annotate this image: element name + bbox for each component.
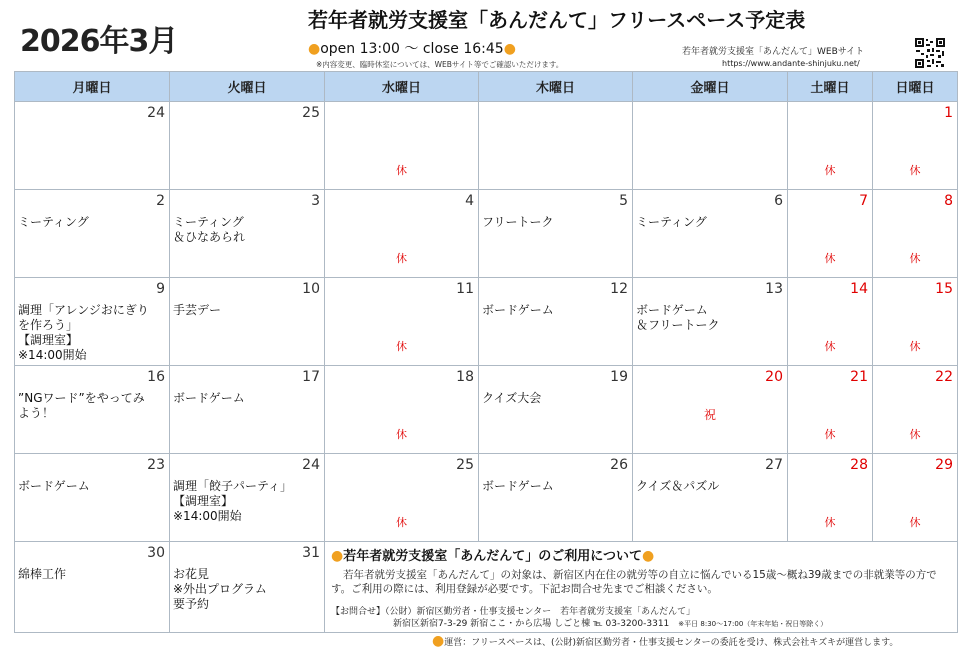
week-row bbox=[15, 190, 958, 278]
day-cell bbox=[479, 366, 633, 454]
day-number: 2 bbox=[156, 193, 165, 209]
day-number: 30 bbox=[147, 545, 165, 561]
day-number: 7 bbox=[859, 193, 868, 209]
day-number: 5 bbox=[619, 193, 628, 209]
day-cell bbox=[15, 190, 170, 278]
day-events: ミーティング bbox=[18, 215, 89, 229]
day-number: 27 bbox=[765, 457, 783, 473]
day-cell bbox=[15, 454, 170, 542]
day-cell bbox=[479, 190, 633, 278]
day-events: ボードゲーム bbox=[482, 303, 554, 317]
day-cell bbox=[788, 190, 873, 278]
day-cell bbox=[170, 102, 325, 190]
day-number: 26 bbox=[610, 457, 628, 473]
day-cell bbox=[325, 102, 479, 190]
info-title bbox=[331, 545, 951, 564]
day-number: 25 bbox=[302, 105, 320, 121]
holiday-mark: 祝 bbox=[703, 408, 716, 422]
day-number: 10 bbox=[302, 281, 320, 297]
calendar-grid bbox=[14, 71, 958, 633]
day-number: 14 bbox=[850, 281, 868, 297]
day-number: 25 bbox=[456, 457, 474, 473]
closed-mark: 休 bbox=[909, 340, 921, 353]
day-events: ボードゲーム ＆フリートーク bbox=[636, 303, 720, 332]
day-number: 24 bbox=[147, 105, 165, 121]
week-row bbox=[15, 102, 958, 190]
info-title-text: 若年者就労支援室「あんだんて」のご利用について bbox=[343, 549, 642, 564]
main-title: 若年者就労支援室「あんだんて」フリースペース予定表 bbox=[308, 8, 806, 32]
week-row bbox=[15, 366, 958, 454]
week-row bbox=[15, 542, 958, 633]
bullet-dot-icon: ● bbox=[331, 548, 344, 564]
month-title: 2026年3月 bbox=[20, 24, 178, 59]
day-cell bbox=[479, 454, 633, 542]
weekday-monday: 月曜日 bbox=[15, 72, 170, 102]
day-events: ミーティング ＆ひなあられ bbox=[173, 215, 246, 244]
day-cell bbox=[633, 366, 788, 454]
bullet-dot-icon: ● bbox=[503, 41, 516, 57]
day-cell bbox=[633, 278, 788, 366]
day-number: 11 bbox=[456, 281, 474, 297]
day-number: 9 bbox=[156, 281, 165, 297]
day-events: 綿棒工作 bbox=[18, 567, 67, 581]
closed-mark: 休 bbox=[824, 164, 836, 177]
weekday-saturday: 土曜日 bbox=[788, 72, 873, 102]
contact-line-2-wrap bbox=[331, 618, 951, 630]
day-number: 1 bbox=[944, 105, 953, 121]
closed-mark: 休 bbox=[909, 252, 921, 265]
day-cell bbox=[788, 278, 873, 366]
notice-text: ※内容変更、臨時休室については、WEBサイト等でご確認いただけます。 bbox=[316, 60, 564, 69]
day-cell bbox=[15, 542, 170, 633]
weekday-header-row bbox=[15, 72, 958, 102]
weekday-friday: 金曜日 bbox=[633, 72, 788, 102]
day-cell bbox=[788, 454, 873, 542]
day-cell bbox=[170, 278, 325, 366]
day-cell bbox=[479, 102, 633, 190]
day-number: 24 bbox=[302, 457, 320, 473]
contact-line-1: 【お問合せ】（公財）新宿区勤労者・仕事支援センター 若年者就労支援室「あんだんて」 bbox=[331, 607, 696, 617]
day-events: ボードゲーム bbox=[482, 479, 554, 493]
day-cell bbox=[325, 278, 479, 366]
closed-mark: 休 bbox=[396, 428, 407, 441]
day-events: 調理「アレンジおにぎり を作ろう」 【調理室】 ※14:00開始 bbox=[18, 303, 149, 362]
day-number: 17 bbox=[302, 369, 320, 385]
footer-note bbox=[432, 633, 898, 649]
day-cell bbox=[873, 454, 958, 542]
day-number: 18 bbox=[456, 369, 474, 385]
day-events: 手芸デー bbox=[173, 303, 222, 317]
day-cell bbox=[170, 542, 325, 633]
day-number: 20 bbox=[765, 369, 783, 385]
day-cell bbox=[15, 278, 170, 366]
opening-hours bbox=[308, 38, 516, 58]
info-body: 若年者就労支援室「あんだんて」の対象は、新宿区内在住の就労等の自立に悩んでいる15歳〜概ね39歳までの非就業等の方です。ご利用の際には、利用登録が必要です。下記お問合せ先までご相談ください。 bbox=[331, 569, 937, 595]
closed-mark: 休 bbox=[909, 428, 921, 441]
closed-mark: 休 bbox=[909, 516, 921, 529]
qr-code-icon[interactable] bbox=[914, 37, 946, 69]
day-number: 19 bbox=[610, 369, 628, 385]
day-number: 6 bbox=[774, 193, 783, 209]
website-url[interactable]: https://www.andante-shinjuku.net/ bbox=[722, 59, 860, 68]
closed-mark: 休 bbox=[909, 164, 921, 177]
day-number: 12 bbox=[610, 281, 628, 297]
usage-info-panel bbox=[325, 542, 958, 633]
closed-mark: 休 bbox=[824, 516, 836, 529]
day-number: 21 bbox=[850, 369, 868, 385]
day-number: 31 bbox=[302, 545, 320, 561]
day-events: ミーティング bbox=[636, 215, 707, 229]
weekday-thursday: 木曜日 bbox=[479, 72, 633, 102]
closed-mark: 休 bbox=[396, 164, 407, 177]
contact-note: ※平日 8:30〜17:00（年末年始・祝日等除く） bbox=[678, 620, 828, 628]
weekday-wednesday: 水曜日 bbox=[325, 72, 479, 102]
week-row bbox=[15, 278, 958, 366]
day-cell bbox=[788, 102, 873, 190]
day-number: 16 bbox=[147, 369, 165, 385]
closed-mark: 休 bbox=[396, 252, 407, 265]
week-row bbox=[15, 454, 958, 542]
day-cell bbox=[15, 102, 170, 190]
weekday-tuesday: 火曜日 bbox=[170, 72, 325, 102]
day-cell bbox=[873, 278, 958, 366]
day-number: 4 bbox=[465, 193, 474, 209]
day-number: 23 bbox=[147, 457, 165, 473]
day-cell bbox=[325, 190, 479, 278]
closed-mark: 休 bbox=[396, 340, 407, 353]
day-number: 3 bbox=[311, 193, 320, 209]
day-events: フリートーク bbox=[482, 215, 554, 229]
day-cell bbox=[170, 190, 325, 278]
day-cell bbox=[873, 190, 958, 278]
day-events: お花見 ※外出プログラム 要予約 bbox=[173, 567, 267, 611]
day-cell bbox=[325, 454, 479, 542]
day-number: 15 bbox=[935, 281, 953, 297]
day-cell bbox=[170, 454, 325, 542]
day-cell bbox=[15, 366, 170, 454]
day-cell bbox=[873, 366, 958, 454]
contact-line-2: 新宿区新宿7-3-29 新宿ここ・から広場 しごと棟 ℡ 03-3200-3311 bbox=[393, 619, 670, 629]
info-contact bbox=[331, 606, 951, 630]
weekday-sunday: 日曜日 bbox=[873, 72, 958, 102]
day-number: 13 bbox=[765, 281, 783, 297]
bullet-dot-icon: ● bbox=[308, 41, 321, 57]
day-number: 29 bbox=[935, 457, 953, 473]
day-number: 28 bbox=[850, 457, 868, 473]
day-events: ボードゲーム bbox=[173, 391, 245, 405]
day-events: クイズ大会 bbox=[482, 391, 542, 405]
footer-text: 運営：フリースペースは、(公財)新宿区勤労者・仕事支援センターの委託を受け、株式会社キズキが運営します。 bbox=[444, 638, 899, 648]
closed-mark: 休 bbox=[396, 516, 407, 529]
day-cell bbox=[873, 102, 958, 190]
website-name: 若年者就労支援室「あんだんて」WEBサイト bbox=[682, 47, 865, 57]
day-events: ボードゲーム bbox=[18, 479, 90, 493]
day-events: クイズ＆パズル bbox=[636, 479, 720, 493]
day-cell bbox=[633, 454, 788, 542]
closed-mark: 休 bbox=[824, 340, 836, 353]
day-events: ”NGワード”をやってみ よう！ bbox=[18, 391, 145, 420]
day-number: 22 bbox=[935, 369, 953, 385]
day-cell bbox=[170, 366, 325, 454]
day-cell bbox=[479, 278, 633, 366]
day-cell bbox=[325, 366, 479, 454]
bullet-dot-icon: ● bbox=[432, 633, 445, 649]
day-cell bbox=[788, 366, 873, 454]
hours-text: open 13:00 〜 close 16:45 bbox=[320, 41, 504, 57]
day-events: 調理「餃子パーティ」 【調理室】 ※14:00開始 bbox=[173, 479, 293, 523]
day-cell bbox=[633, 190, 788, 278]
calendar-body bbox=[15, 102, 958, 633]
closed-mark: 休 bbox=[824, 428, 836, 441]
day-cell bbox=[633, 102, 788, 190]
closed-mark: 休 bbox=[824, 252, 836, 265]
bullet-dot-icon: ● bbox=[641, 548, 655, 564]
day-number: 8 bbox=[944, 193, 953, 209]
